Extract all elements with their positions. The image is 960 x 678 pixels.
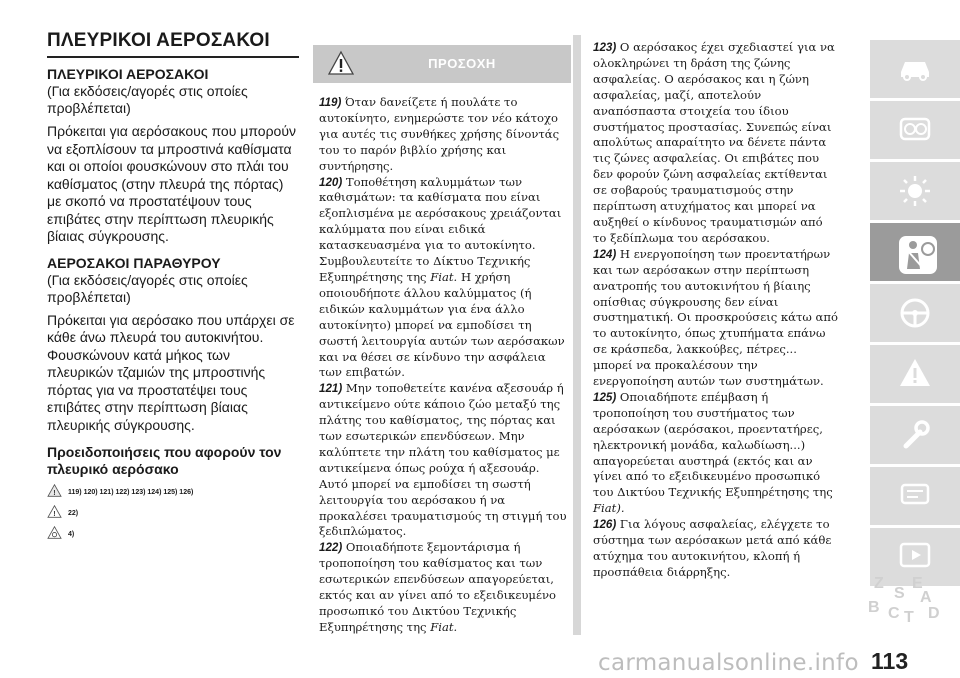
warning-refs: 119) 120) 121) 122) 123) 124) 125) 126) xyxy=(68,489,194,496)
note-number: 124) xyxy=(593,247,617,261)
note-number: 126) xyxy=(593,518,617,532)
warnings-title: Προειδοποιήσεις που αφορούν τον πλευρικό αερόσακο xyxy=(47,444,282,477)
note-text: Μην τοποθετείτε κανένα αξεσουάρ ή αντικείμενο ούτε κάποιο ζώο μεταξύ της πλάτης του καθίσματος, της πόρτας και των εσωτερικών επενδύσεων. Μην καλύπτετε την πλάτη του καθίσματος με αντικείμενα όπως ρούχα ή αξεσουάρ. Αυτό μπορεί να εμποδίσει τη σωστή λειτουργία του αερόσακου ή να προκαλέσει τραυματισμούς τη στιγμή του ξεδιπλώματος. xyxy=(319,381,567,539)
warning-ref-row xyxy=(47,505,299,518)
section-text-side-airbags: Πρόκειται για αερόσακους που μπορούν να εξοπλίσουν τα μπροστινά καθίσματα και οι οποίοι φουσκώνουν στο πλάι του καθίσματος (στην πλευρά της πόρτας) με σκοπό να προστατέψουν τους επιβάτες στην περίπτωση πλευρικής βίαιας σύγκρουσης. xyxy=(47,123,296,244)
index-letter: D xyxy=(928,605,940,622)
dashboard-icon xyxy=(898,113,932,143)
note-text: Όταν δανείζετε ή πουλάτε το αυτοκίνητο, ενημερώστε τον νέο κάτοχο για αυτές τις συνθήκες χρήσης δίνοντάς του το παρόν βιβλίο χρήσης και συντήρησης. xyxy=(319,95,560,173)
index-letter: S xyxy=(894,585,905,602)
note-126 xyxy=(593,517,839,581)
note-121 xyxy=(319,381,567,540)
index-letter: C xyxy=(888,605,900,622)
section-title-side-airbags: ΠΛΕΥΡΙΚΟΙ ΑΕΡΟΣΑΚΟΙ xyxy=(47,66,209,82)
note-number: 121) xyxy=(319,382,343,396)
alphabetical-index-icon[interactable] xyxy=(864,575,954,645)
note-text: Η χρήση οποιουδήποτε άλλου καλύμματος (ή ειδικών καλυμμάτων για ένα άλλο αυτοκίνητο) μπορεί να εμποδίσει τη σωστή λειτουργία αυτών των αερόσακων και να θέσει σε κίνδυνο την ασφάλεια των επιβατών. xyxy=(319,269,565,380)
chapter-tab[interactable] xyxy=(870,406,960,464)
index-letter: Z xyxy=(874,575,884,592)
svg-text:!: ! xyxy=(53,508,56,518)
caution-triangle-icon xyxy=(47,505,62,518)
warning-triangle-icon xyxy=(47,484,62,497)
note-text: Οποιαδήποτε επέμβαση ή τροποποίηση του συστήματος των αερόσακων (αερόσακοι, προεντατήρες, ηλεκτρονική μονάδα, καλωδίωση...) απαγορεύεται αυστηρά (εκτός και αν γίνει από το εξειδικευμένο προσωπικό του Δικτύου Τεχνικής Εξυπηρέτησης της xyxy=(593,389,833,500)
brand-name: Fiat). xyxy=(593,501,625,516)
note-text: Η ενεργοποίηση των προεντατήρων και των αερόσακων στην περίπτωση ανατροπής του αυτοκινήτου ή βίαιης οπίσθιας σύγκρουσης δεν είναι συστηματική. Οι προσκρούσεις κάτω από το αυτοκίνητο, όπως χτυπήματα επάνω σε κράσπεδα, λακκούβες, πέτρες... μπορεί να προκαλέσουν την ενεργοποίηση αυτών των συστημάτων. xyxy=(593,246,838,389)
section-subtitle: (Για εκδόσεις/αγορές στις οποίες προβλέπεται) xyxy=(47,83,248,116)
specs-car-icon xyxy=(898,479,932,509)
note-122 xyxy=(319,540,567,635)
seatbelt-airbag-icon xyxy=(898,235,938,275)
media-icon xyxy=(898,540,932,570)
chapter-tab[interactable] xyxy=(870,162,960,220)
wrench-icon xyxy=(898,418,932,452)
note-number: 119) xyxy=(319,96,342,109)
note-124 xyxy=(593,247,839,390)
caution-header xyxy=(313,45,571,83)
left-column xyxy=(47,30,299,547)
chapter-tab-safety[interactable] xyxy=(870,223,960,281)
warning-sign-icon xyxy=(898,357,932,389)
caution-column xyxy=(313,45,571,636)
index-letter: A xyxy=(920,589,932,606)
environment-refs: 4) xyxy=(68,531,75,538)
caution-refs: 22) xyxy=(68,510,79,517)
note-120 xyxy=(319,175,567,382)
warning-ref-row xyxy=(47,484,299,497)
page-number: 113 xyxy=(871,648,909,674)
brand-name: Fiat. xyxy=(430,619,458,634)
sun-icon xyxy=(898,174,932,208)
svg-text:!: ! xyxy=(53,487,56,497)
index-letter: B xyxy=(868,599,880,616)
caution-body xyxy=(579,40,843,581)
note-number: 125) xyxy=(593,390,617,404)
watermark: carmanualsonline.info xyxy=(598,650,859,676)
chapter-tab[interactable] xyxy=(870,284,960,342)
note-123 xyxy=(593,40,839,247)
steering-wheel-icon xyxy=(898,296,932,330)
note-125 xyxy=(593,390,839,517)
chapter-tab[interactable] xyxy=(870,467,960,525)
note-119 xyxy=(319,95,567,175)
section-subtitle: (Για εκδόσεις/αγορές στις οποίες προβλέπεται) xyxy=(47,271,248,305)
brand-name: Fiat. xyxy=(430,269,458,284)
note-text: Οποιαδήποτε ξεμοντάρισμα ή τροποποίηση του καθίσματος και των εσωτερικών επενδύσεων απαγορεύεται, εκτός και αν γίνει από το εξειδικευμένο προσωπικό του Δικτύου Τεχνικής Εξυπηρέτησης της xyxy=(319,540,556,634)
note-text: Για λόγους ασφαλείας, ελέγχετε το σύστημα των αερόσακων μετά από κάθε ατύχημα του αυτοκινήτου, κλοπή ή προσπάθεια διάρρηξης. xyxy=(593,517,832,579)
section-title-window-airbags: ΑΕΡΟΣΑΚΟΙ ΠΑΡΑΘΥΡΟΥ xyxy=(47,254,221,271)
index-letter: E xyxy=(912,575,923,592)
caution-column-continued xyxy=(579,40,843,581)
index-letter: T xyxy=(904,609,914,626)
page-title: ΠΛΕΥΡΙΚΟΙ ΑΕΡΟΣΑΚΟΙ xyxy=(47,30,299,58)
note-number: 120) xyxy=(319,175,343,189)
chapter-tab[interactable] xyxy=(870,40,960,98)
section-text-window-airbags: Πρόκειται για αερόσακο που υπάρχει σε κάθε άνω πλευρά του αυτοκινήτου. Φουσκώνουν κατά μήκος των πλευρικών τζαμιών της μπροστινής πόρτας για να προστατέψει τους επιβάτες στην περίπτωση βίαιας πλευρικής σύγκρουσης. xyxy=(47,311,295,433)
car-icon xyxy=(898,52,932,82)
caution-body xyxy=(313,95,571,636)
note-number: 122) xyxy=(319,541,343,555)
caution-header-label: ΠΡΟΣΟΧΗ xyxy=(428,56,496,71)
chapter-tab[interactable] xyxy=(870,345,960,403)
environment-icon xyxy=(47,526,62,539)
warning-ref-row xyxy=(47,526,299,539)
chapter-tab[interactable] xyxy=(870,101,960,159)
note-number: 123) xyxy=(593,41,617,54)
note-text: Ο αερόσακος έχει σχεδιαστεί για να ολοκληρώνει τη δράση της ζώνης ασφαλείας. Ο αερόσακος και η ζώνη ασφαλείας, μαζί, αποτελούν αναπόσπαστα στοιχεία του ίδιου συστήματος προστασίας. Συνεπώς είναι απολύτως απαραίτητο να δένετε πάντα τις ζώνες ασφαλείας. Οι επιβάτες που δεν φορούν ζώνη ασφαλείας εκτίθενται σε σοβαρούς τραυματισμούς στην περίπτωση ατυχήματος και μπορεί να αυξηθεί ο κίνδυνος τραυματισμών από το ξεδίπλωμα του αερόσακου. xyxy=(593,40,835,245)
note-text: Τοποθέτηση καλυμμάτων των καθισμάτων: τα καθίσματα που είναι εξοπλισμένα με αερόσακους χρειάζονται καλύμματα που είναι ειδικά κατασκευασμένα για το αυτοκίνητο. Συμβουλευτείτε το Δίκτυο Τεχνικής Εξυπηρέτησης της xyxy=(319,174,562,284)
